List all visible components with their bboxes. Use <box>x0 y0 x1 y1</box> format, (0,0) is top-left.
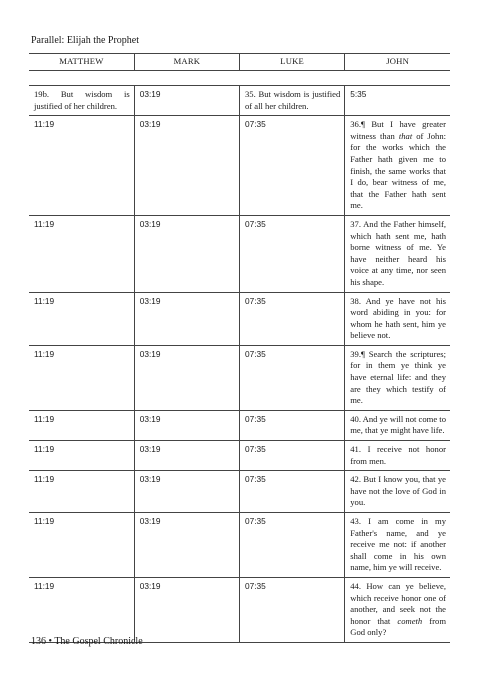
cell-matthew: 11:19 <box>29 116 134 216</box>
table-spacer-row <box>29 71 450 86</box>
cell-mark: 03:19 <box>134 577 239 642</box>
cell-john: 44. How can ye believe, which receive honor one of another, and seek not the honor that cometh from God only? <box>345 577 450 642</box>
cell-matthew: 11:19 <box>29 577 134 642</box>
cell-luke: 35. But wisdom is justified of all her children. <box>240 86 345 116</box>
cell-luke: 07:35 <box>240 292 345 345</box>
cell-matthew: 19b. But wisdom is justified of her children. <box>29 86 134 116</box>
table-row <box>29 471 450 513</box>
parallel-gospel-table <box>29 53 450 643</box>
cell-luke: 07:35 <box>240 513 345 578</box>
table-row <box>29 410 450 440</box>
cell-john: 37. And the Father himself, which hath sent me, hath borne witness of me. Ye have neither heard his voice at any time, nor seen his shape. <box>345 215 450 292</box>
table-header-row <box>29 54 450 71</box>
table-row <box>29 86 450 116</box>
cell-matthew: 11:19 <box>29 441 134 471</box>
cell-john: 39.¶ Search the scriptures; for in them ye think ye have eternal life: and they are they which testify of me. <box>345 345 450 410</box>
cell-matthew: 11:19 <box>29 215 134 292</box>
cell-matthew: 11:19 <box>29 471 134 513</box>
cell-luke: 07:35 <box>240 471 345 513</box>
page-footer: 136 • The Gospel Chronicle <box>31 636 143 647</box>
cell-luke: 07:35 <box>240 215 345 292</box>
table-row <box>29 441 450 471</box>
cell-luke: 07:35 <box>240 116 345 216</box>
cell-luke: 07:35 <box>240 441 345 471</box>
cell-mark: 03:19 <box>134 513 239 578</box>
cell-john: 43. I am come in my Father's name, and ye receive me not: if another shall come in his own name, him ye will receive. <box>345 513 450 578</box>
page-title: Parallel: Elijah the Prophet <box>31 35 140 46</box>
table-row <box>29 577 450 642</box>
table-row <box>29 116 450 216</box>
cell-mark: 03:19 <box>134 471 239 513</box>
cell-mark: 03:19 <box>134 292 239 345</box>
cell-john: 38. And ye have not his word abiding in you: for whom he hath sent, him ye believe not. <box>345 292 450 345</box>
cell-mark: 03:19 <box>134 410 239 440</box>
cell-john: 5:35 <box>345 86 450 116</box>
cell-mark: 03:19 <box>134 215 239 292</box>
cell-mark: 03:19 <box>134 441 239 471</box>
table-row <box>29 345 450 410</box>
column-header-matthew: MATTHEW <box>29 54 134 71</box>
cell-john: 36.¶ But I have greater witness than that of John: for the works which the Father hath given me to finish, the same works that I do, bear witness of me, that the Father hath sent me. <box>345 116 450 216</box>
cell-matthew: 11:19 <box>29 513 134 578</box>
cell-john: 41. I receive not honor from men. <box>345 441 450 471</box>
column-header-luke: LUKE <box>240 54 345 71</box>
cell-mark: 03:19 <box>134 116 239 216</box>
column-header-mark: MARK <box>134 54 239 71</box>
cell-john: 42. But I know you, that ye have not the love of God in you. <box>345 471 450 513</box>
cell-matthew: 11:19 <box>29 410 134 440</box>
cell-matthew: 11:19 <box>29 345 134 410</box>
cell-luke: 07:35 <box>240 345 345 410</box>
cell-matthew: 11:19 <box>29 292 134 345</box>
table-row <box>29 292 450 345</box>
table-row <box>29 215 450 292</box>
cell-luke: 07:35 <box>240 577 345 642</box>
cell-mark: 03:19 <box>134 86 239 116</box>
cell-luke: 07:35 <box>240 410 345 440</box>
table-row <box>29 513 450 578</box>
column-header-john: JOHN <box>345 54 450 71</box>
cell-mark: 03:19 <box>134 345 239 410</box>
cell-john: 40. And ye will not come to me, that ye might have life. <box>345 410 450 440</box>
